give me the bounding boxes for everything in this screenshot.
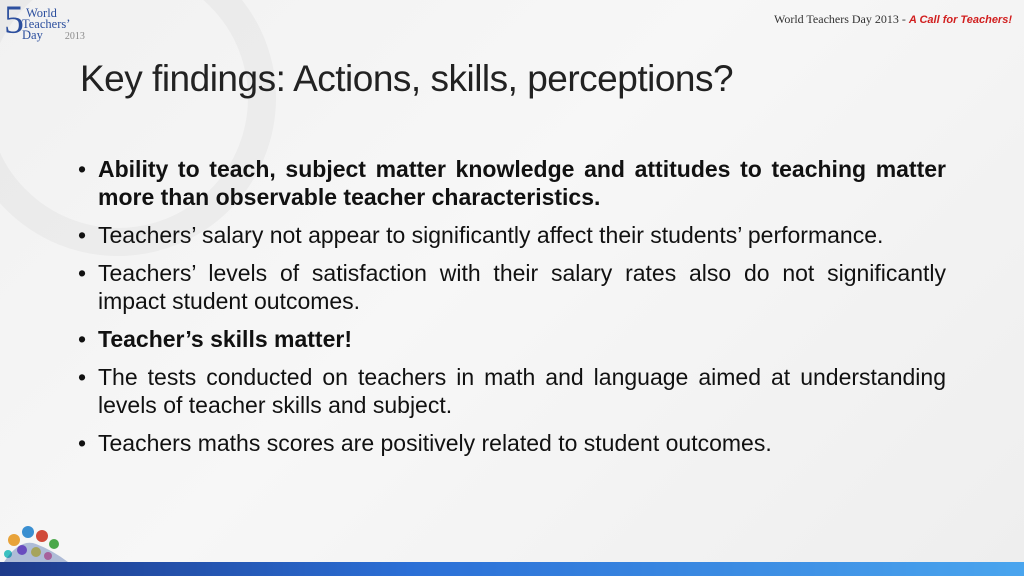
logo-text xyxy=(22,8,85,42)
bullet-icon: • xyxy=(78,222,87,248)
header-tagline xyxy=(774,12,1012,27)
slide-title: Key findings: Actions, skills, perceptions? xyxy=(80,58,734,99)
bullet-list xyxy=(78,155,946,467)
bullet-item xyxy=(78,221,946,249)
bullet-item xyxy=(78,259,946,315)
bullet-text: Teachers’ salary not appear to significantly affect their students’ performance. xyxy=(98,222,884,248)
bullet-icon: • xyxy=(78,364,87,390)
bullet-text: Teachers’ levels of satisfaction with their salary rates also do not significantly impact student outcomes. xyxy=(98,260,946,314)
bullet-icon: • xyxy=(78,326,87,352)
bullet-item xyxy=(78,325,946,353)
logo-year: 2013 xyxy=(64,31,85,42)
bullet-item xyxy=(78,429,946,457)
logo-line-day xyxy=(22,30,85,42)
logo-day-text: Day xyxy=(22,28,43,42)
bullet-icon: • xyxy=(78,260,87,286)
bullet-text: Teacher’s skills matter! xyxy=(98,326,352,352)
logo-line-teachers: Teachers’ xyxy=(22,17,71,31)
world-teachers-day-logo xyxy=(4,0,88,44)
bullet-icon: • xyxy=(78,156,87,182)
header-text: World Teachers Day 2013 - xyxy=(773,12,909,26)
bullet-text: Ability to teach, subject matter knowledge and attitudes to teaching matter more than observable teacher characteristics. xyxy=(98,156,946,210)
bottom-gradient-bar xyxy=(0,562,1024,576)
bullet-text: The tests conducted on teachers in math and language aimed at understanding levels of teacher skills and subject. xyxy=(98,364,946,418)
decorative-people-icon xyxy=(0,510,72,562)
bullet-item xyxy=(78,363,946,419)
logo-line-world: World xyxy=(26,6,57,20)
bullet-icon: • xyxy=(78,430,87,456)
bullet-text: Teachers maths scores are positively related to student outcomes. xyxy=(98,430,772,456)
logo-number: 5 xyxy=(4,0,24,42)
header-accent: A Call for Teachers! xyxy=(908,14,1012,26)
bullet-item xyxy=(78,155,946,211)
